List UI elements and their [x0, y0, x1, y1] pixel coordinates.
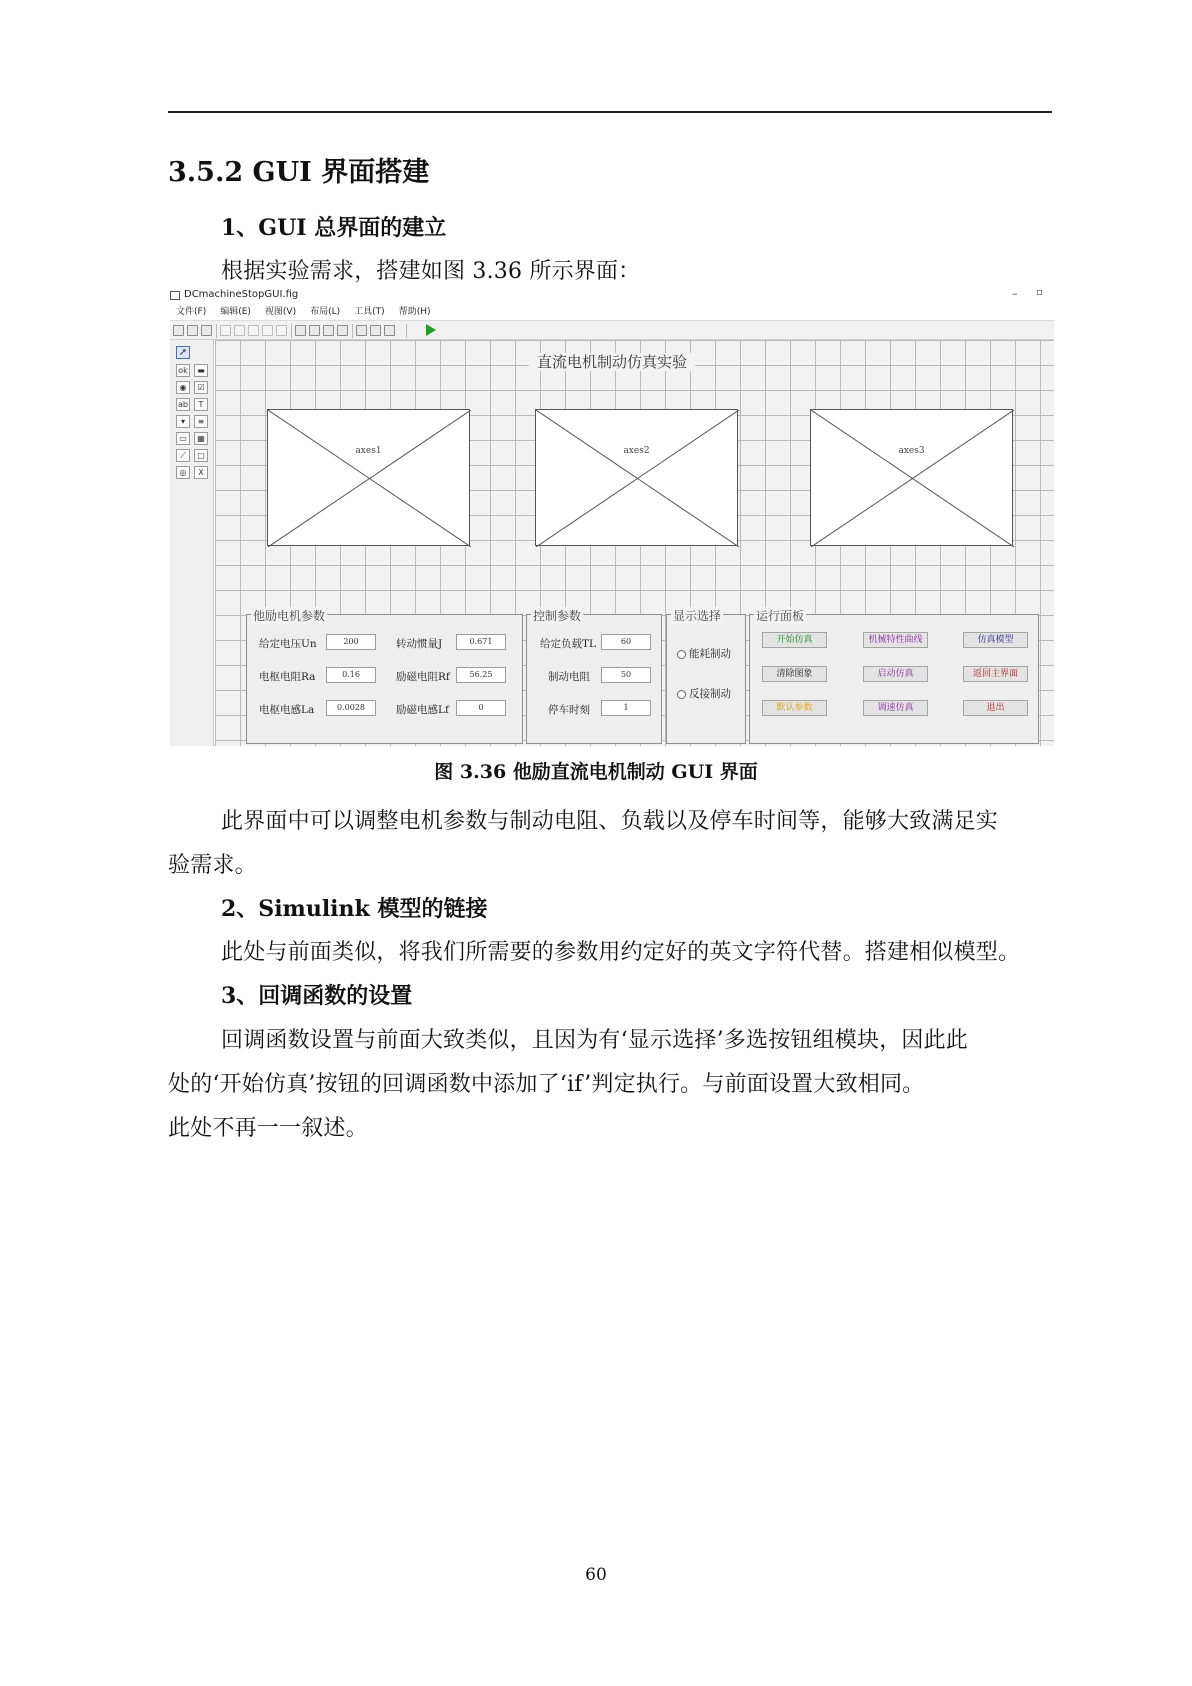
section-heading: 3.5.2 GUI 界面搭建	[168, 157, 430, 188]
menu-file[interactable]: 文件(F)	[176, 307, 207, 317]
radio-dynamic-braking[interactable]	[677, 650, 686, 659]
popup-menu-tool-icon[interactable]: ▾	[176, 415, 190, 428]
menu-view[interactable]: 视图(V)	[264, 307, 297, 317]
label-tl: 给定负载TL	[540, 638, 596, 650]
subsection-heading-3: 3、回调函数的设置	[221, 983, 413, 1009]
align-objects-icon[interactable]	[295, 325, 306, 336]
input-rf[interactable]: 56.25	[456, 667, 506, 683]
panel-tool-icon[interactable]: ▢	[194, 449, 208, 462]
input-brake-resistance[interactable]: 50	[601, 667, 651, 683]
redo-icon[interactable]	[276, 325, 287, 336]
component-palette	[170, 340, 214, 746]
run-panel-title: 运行面板	[756, 609, 805, 623]
save-icon[interactable]	[201, 325, 212, 336]
menu-help[interactable]: 帮助(H)	[398, 307, 431, 317]
figure-file-icon	[170, 291, 180, 300]
axes2-label: axes2	[623, 446, 650, 456]
label-ra: 电枢电阻Ra	[259, 671, 316, 683]
axes1-placeholder[interactable]	[267, 409, 470, 546]
sim-model-button[interactable]: 仿真模型	[963, 632, 1028, 648]
para2-line1: 此处与前面类似，将我们所需要的参数用约定好的英文字符代替。搭建相似模型。	[221, 940, 1021, 965]
motor-params-title: 他励电机参数	[253, 609, 326, 623]
input-stop-time[interactable]: 1	[601, 700, 651, 716]
input-ra[interactable]: 0.16	[326, 667, 376, 683]
object-browser-icon[interactable]	[384, 325, 395, 336]
toolbar	[170, 320, 1054, 340]
menu-edit[interactable]: 编辑(E)	[220, 307, 251, 317]
menu-editor-icon[interactable]	[309, 325, 320, 336]
property-inspector-icon[interactable]	[370, 325, 381, 336]
tab-order-icon[interactable]	[323, 325, 334, 336]
axes3-label: axes3	[898, 446, 925, 456]
mech-curve-button[interactable]: 机械特性曲线	[863, 632, 928, 648]
menu-layout[interactable]: 布局(L)	[310, 307, 341, 317]
page-number: 60	[585, 1565, 607, 1585]
motor-params-panel	[246, 609, 523, 744]
run-panel	[749, 609, 1039, 744]
editor-icon[interactable]	[356, 325, 367, 336]
input-j[interactable]: 0.671	[456, 634, 506, 650]
toggle-button-tool-icon[interactable]: ▭	[176, 432, 190, 445]
slider-tool-icon[interactable]: ▬	[194, 364, 208, 377]
exit-button[interactable]: 退出	[963, 700, 1028, 716]
activex-tool-icon[interactable]: X	[194, 466, 208, 479]
maximize-button[interactable]: ▫	[1036, 288, 1043, 298]
menu-tools[interactable]: 工具(T)	[354, 307, 385, 317]
para1-line2: 验需求。	[168, 853, 257, 878]
back-main-button[interactable]: 返回主界面	[963, 666, 1028, 682]
undo-icon[interactable]	[262, 325, 273, 336]
button-group-tool-icon[interactable]: ◎	[176, 466, 190, 479]
listbox-tool-icon[interactable]: ≡	[194, 415, 208, 428]
label-la: 电枢电感La	[259, 704, 315, 716]
subsection-heading-2: 2、Simulink 模型的链接	[221, 896, 488, 922]
para3-line2: 处的‘开始仿真’按钮的回调函数中添加了‘if’判定执行。与前面设置大致相同。	[168, 1072, 925, 1097]
para1-line1: 此界面中可以调整电机参数与制动电阻、负载以及停车时间等，能够大致满足实	[221, 809, 999, 834]
edit-text-tool-icon[interactable]: ab	[176, 398, 190, 411]
table-tool-icon[interactable]: ▦	[194, 432, 208, 445]
axes3-cross	[811, 410, 1014, 547]
push-button-tool-icon[interactable]: ok	[176, 364, 190, 377]
input-un[interactable]: 200	[326, 634, 376, 650]
control-params-panel	[526, 609, 662, 744]
open-folder-icon[interactable]	[187, 325, 198, 336]
label-stop-time: 停车时刻	[548, 704, 590, 716]
paste-icon[interactable]	[248, 325, 259, 336]
axes3-placeholder[interactable]	[810, 409, 1013, 546]
new-file-icon[interactable]	[173, 325, 184, 336]
label-j: 转动惯量J	[396, 638, 443, 650]
startup-sim-button[interactable]: 启动仿真	[863, 666, 928, 682]
label-dynamic-braking: 能耗制动	[689, 648, 731, 660]
check-box-tool-icon[interactable]: ☑	[194, 381, 208, 394]
static-text-tool-icon[interactable]: T	[194, 398, 208, 411]
run-figure-icon[interactable]	[426, 324, 436, 336]
label-brake-resistance: 制动电阻	[548, 671, 590, 683]
window-title: DCmachineStopGUI.fig	[184, 289, 299, 300]
header-rule	[168, 111, 1052, 113]
menu-bar	[170, 304, 1054, 320]
toolbar-editor-icon[interactable]	[337, 325, 348, 336]
radio-reverse-braking[interactable]	[677, 690, 686, 699]
figure-caption: 图 3.36 他励直流电机制动 GUI 界面	[434, 761, 758, 783]
cut-icon[interactable]	[220, 325, 231, 336]
label-un: 给定电压Un	[259, 638, 317, 650]
clear-plot-button[interactable]: 清除图象	[762, 666, 827, 682]
label-reverse-braking: 反接制动	[689, 688, 731, 700]
axes2-placeholder[interactable]	[535, 409, 738, 546]
gui-title: 直流电机制动仿真实验	[170, 351, 1054, 372]
minimize-button[interactable]: –	[1012, 288, 1018, 300]
copy-icon[interactable]	[234, 325, 245, 336]
axes-tool-icon[interactable]: ⟋	[176, 449, 190, 462]
radio-button-tool-icon[interactable]: ◉	[176, 381, 190, 394]
select-arrow-icon[interactable]: ➚	[176, 346, 190, 359]
window-title-bar	[170, 288, 1054, 304]
input-la[interactable]: 0.0028	[326, 700, 376, 716]
axes1-label: axes1	[355, 446, 382, 456]
input-lf[interactable]: 0	[456, 700, 506, 716]
input-tl[interactable]: 60	[601, 634, 651, 650]
control-params-title: 控制参数	[533, 609, 582, 623]
para3-line1: 回调函数设置与前面大致类似，且因为有‘显示选择’多选按钮组模块，因此此	[221, 1028, 968, 1053]
axes2-cross	[536, 410, 739, 547]
speed-sim-button[interactable]: 调速仿真	[863, 700, 928, 716]
intro-line: 根据实验需求，搭建如图 3.36 所示界面：	[221, 259, 641, 284]
axes1-cross	[268, 410, 471, 547]
para3-line3: 此处不再一一叙述。	[168, 1116, 368, 1141]
default-params-button[interactable]: 默认参数	[762, 700, 827, 716]
display-select-panel	[666, 609, 746, 744]
subsection-heading-1: 1、GUI 总界面的建立	[221, 215, 447, 241]
start-sim-button[interactable]: 开始仿真	[762, 632, 827, 648]
label-lf: 励磁电感Lf	[396, 704, 449, 716]
display-select-title: 显示选择	[673, 609, 722, 623]
label-rf: 励磁电阻Rf	[396, 671, 450, 683]
